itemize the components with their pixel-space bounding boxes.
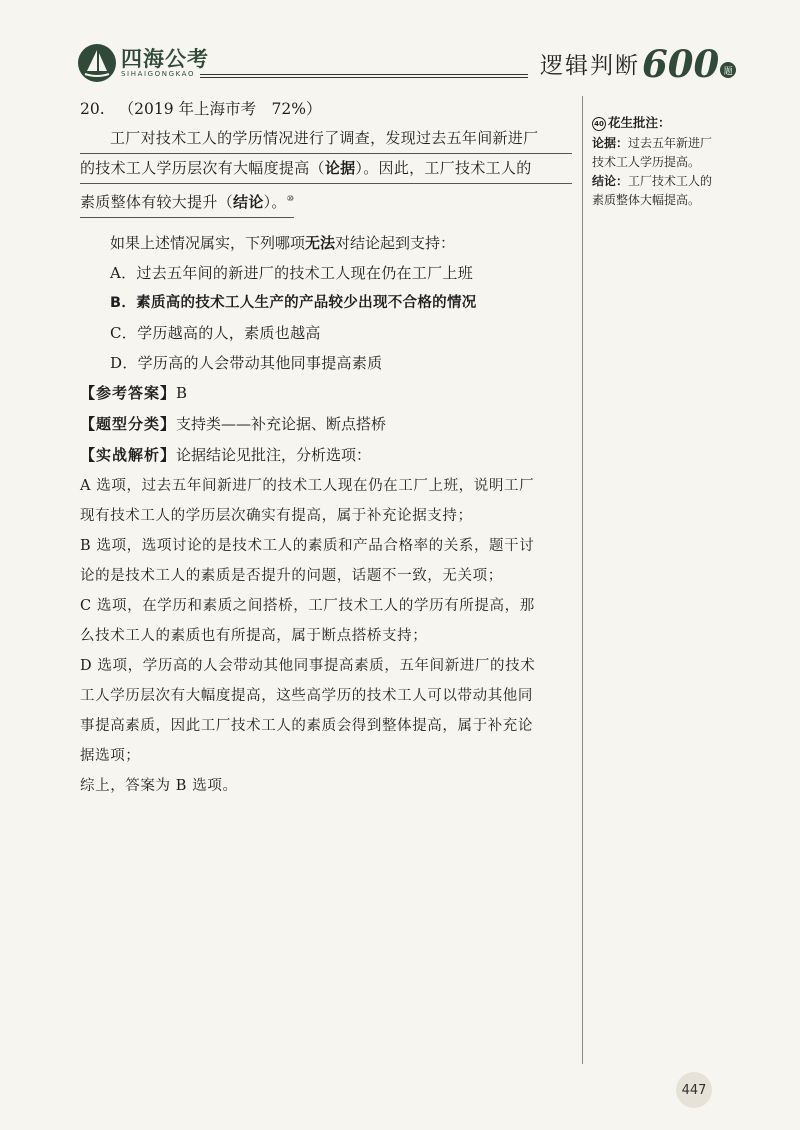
page-number: 447 bbox=[676, 1072, 712, 1108]
answer-row bbox=[80, 378, 572, 409]
analysis-line: 现有技术工人的学历层次确实有提高，属于补充论据支持； bbox=[80, 508, 473, 524]
side-note-text: 过去五年新进厂 bbox=[628, 136, 713, 150]
logo-sail-icon bbox=[78, 44, 116, 82]
analysis-line: 事提高素质，因此工厂技术工人的素质会得到整体提高，属于补充论 bbox=[80, 718, 533, 734]
analysis-intro: 论据结论见批注，分析选项： bbox=[176, 446, 372, 464]
side-note-title-text: 花生批注： bbox=[608, 115, 671, 130]
book-title bbox=[540, 42, 736, 86]
option-c: C．学历越高的人，素质也越高 bbox=[110, 324, 321, 342]
analysis-body bbox=[80, 471, 572, 801]
publisher-logo bbox=[78, 44, 209, 82]
analysis-line: D 选项，学历高的人会带动其他同事提高素质，五年间新进厂的技术 bbox=[80, 658, 536, 674]
side-note-key: 论据： bbox=[592, 136, 629, 150]
main-content bbox=[80, 96, 572, 801]
stem-text: 素质整体有较大提升（ bbox=[80, 193, 234, 211]
analysis-label: 【实战解析】 bbox=[80, 446, 177, 464]
option-b: B．素质高的技术工人生产的产品较少出现不合格的情况 bbox=[110, 295, 477, 311]
side-note bbox=[592, 113, 732, 210]
prompt-text: 对结论起到支持： bbox=[335, 234, 456, 252]
question-number: 20. bbox=[80, 100, 105, 118]
side-note-title bbox=[592, 113, 732, 132]
conclusion-tag: 结论 bbox=[233, 193, 264, 211]
stem-line-3 bbox=[80, 184, 294, 218]
analysis-line: 工人学历层次有大幅度提高，这些高学历的技术工人可以带动其他同 bbox=[80, 688, 533, 704]
stem-text: 的技术工人学历层次有大幅度提高（ bbox=[80, 159, 325, 177]
side-note-line bbox=[592, 172, 732, 191]
category-label: 【题型分类】 bbox=[80, 415, 177, 433]
stem-line-1 bbox=[80, 124, 572, 154]
stem-text: 工厂对技术工人的学历情况进行了调查，发现过去五年间新进厂 bbox=[110, 129, 539, 147]
analysis-line: B 选项，选项讨论的是技术工人的素质和产品合格率的关系，题干讨 bbox=[80, 538, 535, 554]
option-d: D．学历高的人会带动其他同事提高素质 bbox=[110, 354, 383, 372]
question-stem bbox=[80, 124, 572, 218]
book-title-text: 逻辑判断 bbox=[540, 53, 640, 79]
stem-line-2 bbox=[80, 154, 572, 184]
logo-chinese-text: 四海公考 bbox=[121, 46, 209, 71]
note-number-badge: 40 bbox=[592, 117, 606, 131]
column-divider bbox=[582, 96, 583, 1064]
category-value: 支持类——补充论据、断点搭桥 bbox=[176, 415, 387, 433]
side-note-line bbox=[592, 191, 732, 210]
analysis-row bbox=[80, 440, 572, 471]
answer-label: 【参考答案】 bbox=[80, 384, 177, 402]
side-note-line bbox=[592, 153, 732, 172]
prompt-text: 如果上述情况属实，下列哪项 bbox=[110, 234, 306, 252]
analysis-line: 么技术工人的素质也有所提高，属于断点搭桥支持； bbox=[80, 628, 428, 644]
side-note-key: 结论： bbox=[592, 174, 629, 188]
premise-tag: 论据 bbox=[324, 159, 356, 177]
side-note-text: 素质整体大幅提高。 bbox=[592, 193, 701, 207]
book-title-number: 600 bbox=[642, 42, 720, 86]
prompt-emphasis: 无法 bbox=[305, 234, 336, 252]
category-row bbox=[80, 409, 572, 440]
question-header bbox=[80, 96, 572, 122]
book-title-badge: 题 bbox=[720, 62, 736, 78]
page-header bbox=[0, 0, 800, 90]
analysis-line: 据选项； bbox=[80, 748, 141, 764]
stem-text: ）。 bbox=[263, 193, 287, 211]
answer-value: B bbox=[176, 384, 188, 402]
stem-text: ）。因此，工厂技术工人的 bbox=[355, 159, 532, 177]
question-source: （2019 年上海市考 72%） bbox=[118, 100, 322, 118]
analysis-line: A 选项，过去五年间新进厂的技术工人现在仍在工厂上班，说明工厂 bbox=[80, 478, 535, 494]
logo-english-text: SIHAIGONGKAO bbox=[121, 69, 196, 78]
analysis-line: 论的是技术工人的素质是否提升的问题，话题不一致，无关项； bbox=[80, 568, 503, 584]
side-note-line bbox=[592, 134, 732, 153]
analysis-line: C 选项，在学历和素质之间搭桥，工厂技术工人的学历有所提高，那 bbox=[80, 598, 535, 614]
side-note-text: 技术工人学历提高。 bbox=[592, 155, 701, 169]
option-a: A．过去五年间的新进厂的技术工人现在仍在工厂上班 bbox=[110, 264, 474, 282]
header-rule-secondary bbox=[200, 77, 528, 78]
header-rule bbox=[200, 74, 528, 75]
side-note-text: 工厂技术工人的 bbox=[628, 174, 713, 188]
analysis-line: 综上，答案为 B 选项。 bbox=[80, 778, 238, 794]
question-prompt bbox=[80, 228, 572, 258]
annotation-marker: ⑩ bbox=[286, 194, 295, 203]
